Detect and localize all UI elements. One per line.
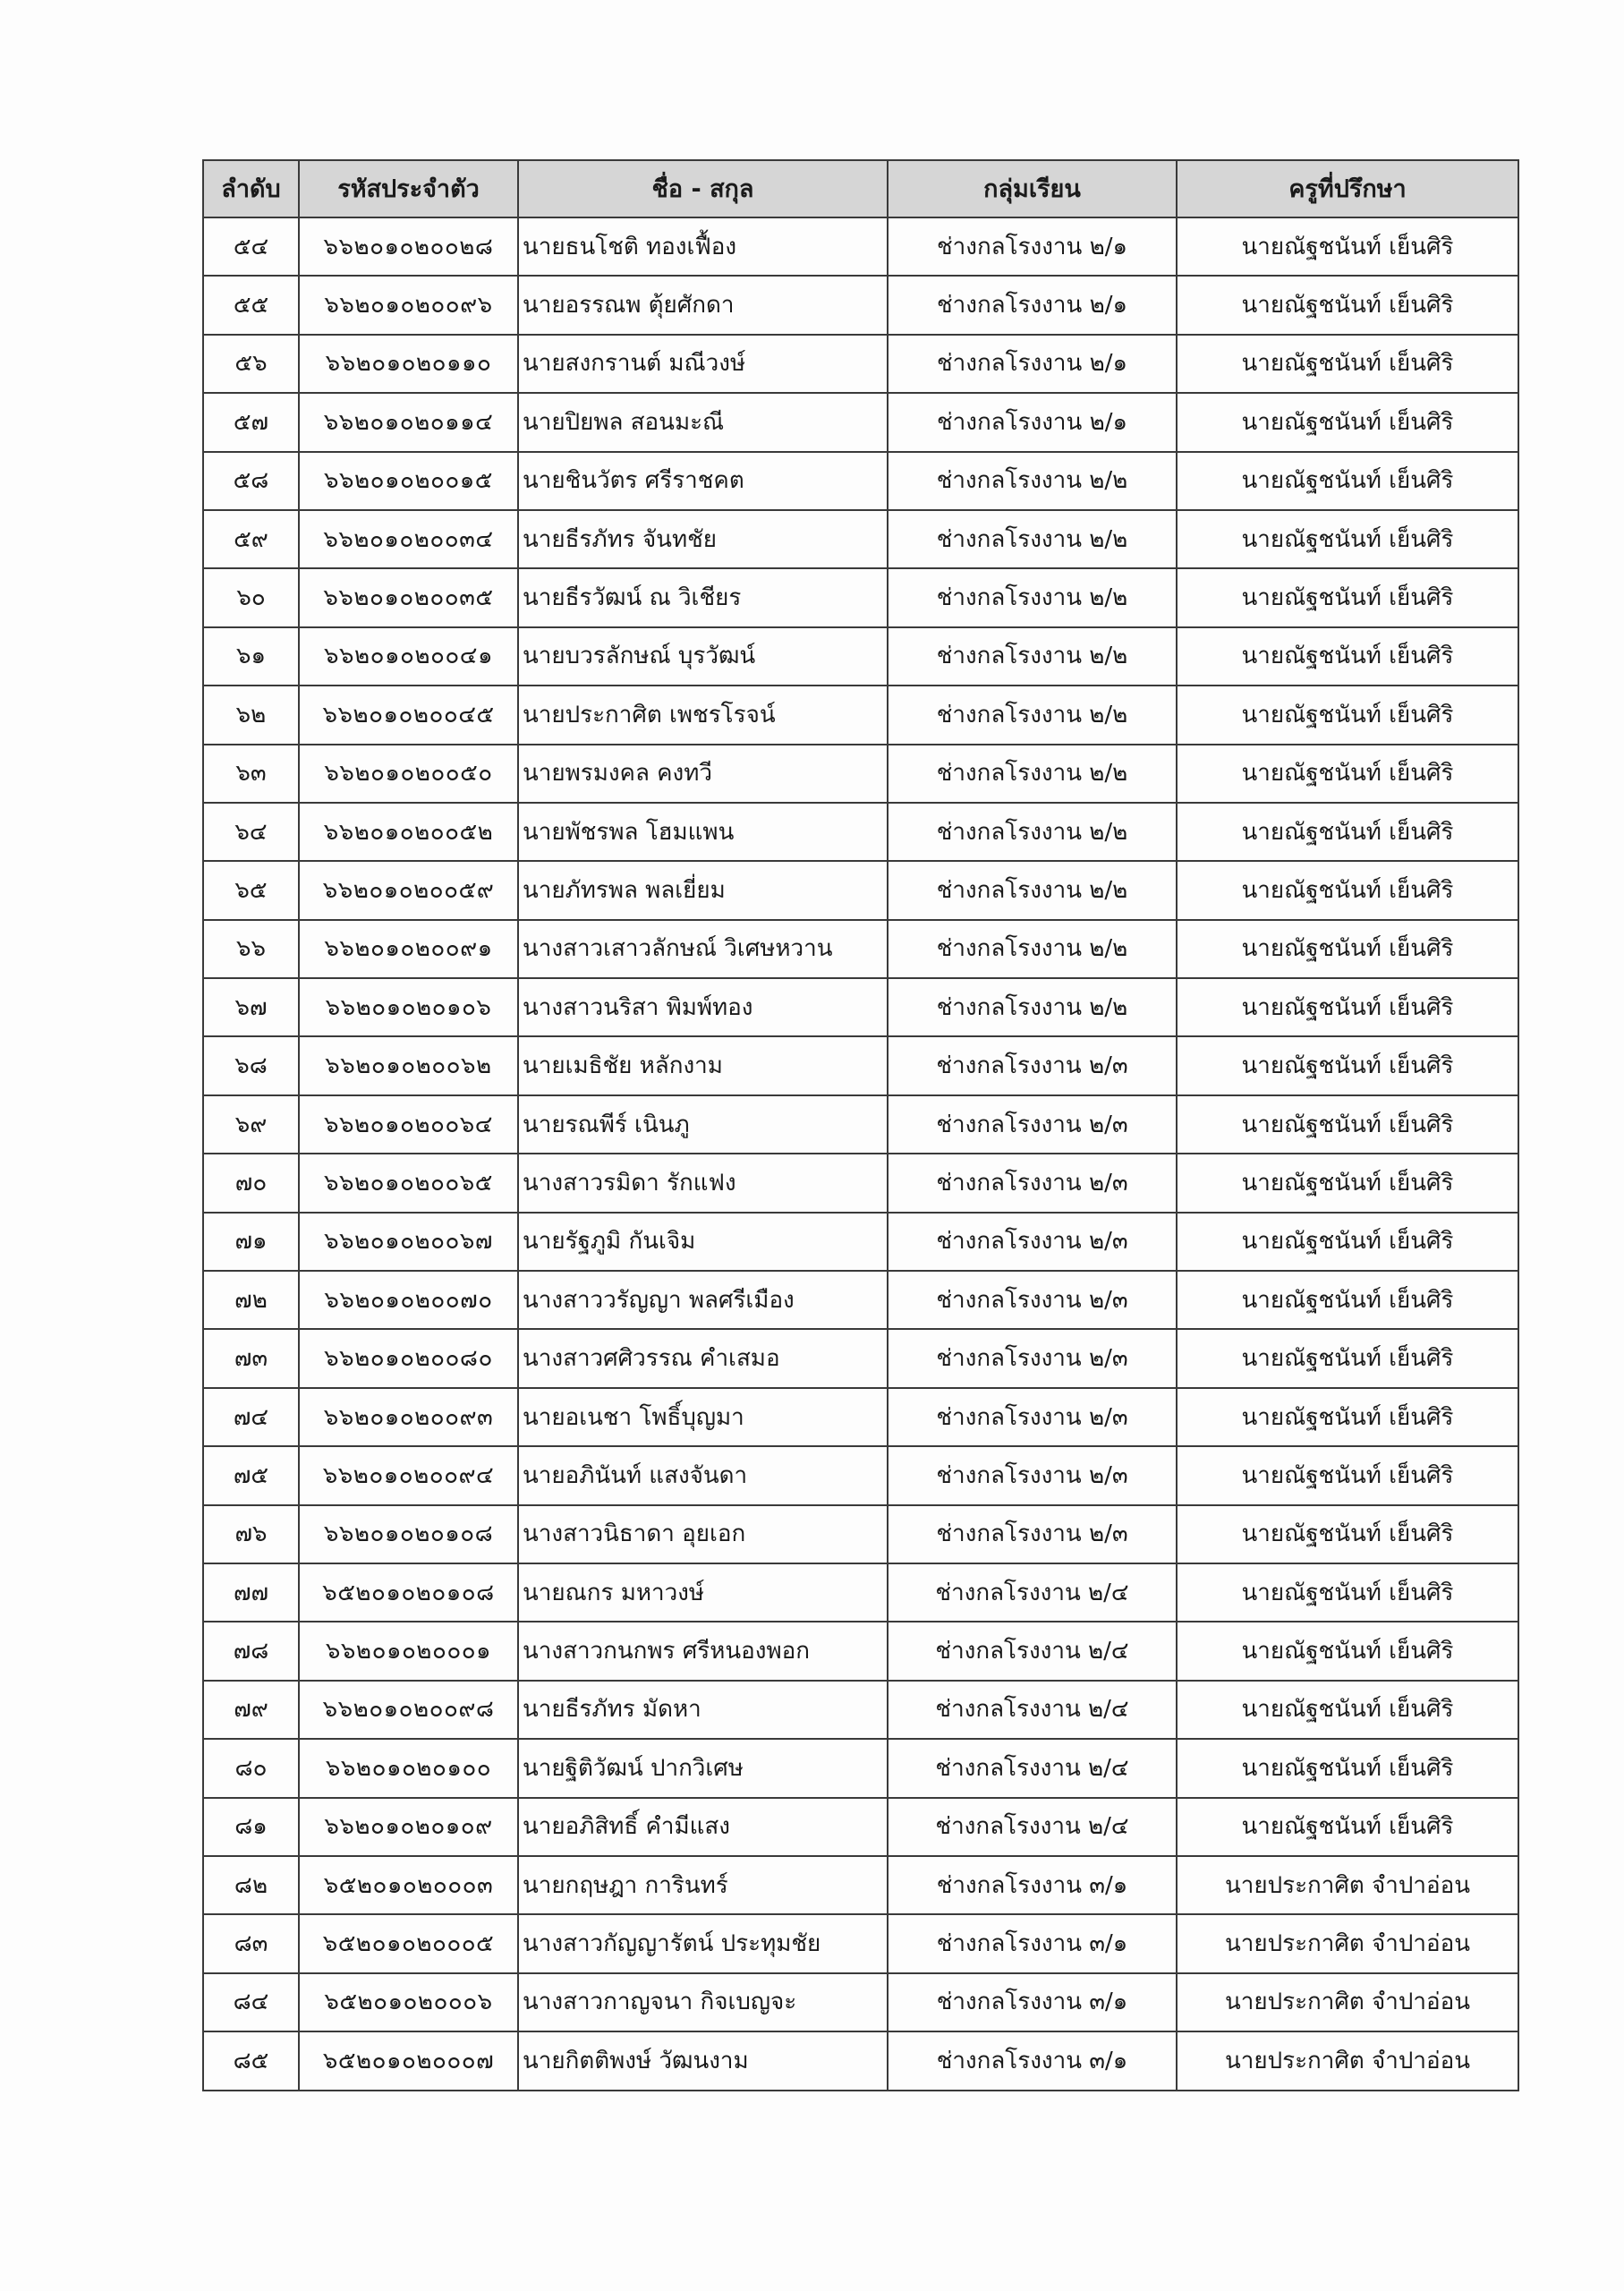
row-class-group-cell: ช่างกลโรงงาน ๒/๔ bbox=[888, 1622, 1177, 1680]
row-seq-cell: ๕๔ bbox=[203, 217, 299, 276]
row-class-group-cell: ช่างกลโรงงาน ๒/๒ bbox=[888, 568, 1177, 626]
row-full-name-cell: นายอภิสิทธิ์ คำมีแสง bbox=[518, 1798, 888, 1856]
row-advisor-cell: นายณัฐชนันท์ เย็นศิริ bbox=[1177, 978, 1518, 1036]
table-row bbox=[203, 803, 1518, 861]
table-row bbox=[203, 335, 1518, 393]
row-full-name-cell: นายอเนชา โพธิ์บุญมา bbox=[518, 1388, 888, 1446]
table-row bbox=[203, 1036, 1518, 1094]
row-class-group-cell: ช่างกลโรงงาน ๒/๔ bbox=[888, 1563, 1177, 1622]
row-student-id-cell: ๖๖๒๐๑๐๒๐๐๙๔ bbox=[299, 1446, 518, 1504]
table-header-row bbox=[203, 160, 1518, 217]
row-student-id-cell: ๖๖๒๐๑๐๒๐๐๕๙ bbox=[299, 861, 518, 919]
row-class-group-cell: ช่างกลโรงงาน ๒/๒ bbox=[888, 920, 1177, 978]
row-student-id-cell: ๖๖๒๐๑๐๒๐๐๘๐ bbox=[299, 1329, 518, 1387]
row-full-name-cell: นายประกาศิต เพชรโรจน์ bbox=[518, 686, 888, 744]
table-row bbox=[203, 1446, 1518, 1504]
row-full-name-cell: นายพัชรพล โฮมแพน bbox=[518, 803, 888, 861]
row-seq-cell: ๗๒ bbox=[203, 1271, 299, 1329]
row-advisor-cell: นายณัฐชนันท์ เย็นศิริ bbox=[1177, 1446, 1518, 1504]
row-seq-cell: ๗๓ bbox=[203, 1329, 299, 1387]
row-seq-cell: ๖๐ bbox=[203, 568, 299, 626]
table-row bbox=[203, 1798, 1518, 1856]
row-advisor-cell: นายณัฐชนันท์ เย็นศิริ bbox=[1177, 276, 1518, 334]
row-seq-cell: ๘๑ bbox=[203, 1798, 299, 1856]
header-full-name: ชื่อ - สกุล bbox=[518, 160, 888, 217]
table-row bbox=[203, 393, 1518, 451]
row-student-id-cell: ๖๖๒๐๑๐๒๐๐๖๕ bbox=[299, 1154, 518, 1212]
table-row bbox=[203, 2031, 1518, 2090]
row-advisor-cell: นายณัฐชนันท์ เย็นศิริ bbox=[1177, 745, 1518, 803]
row-advisor-cell: นายณัฐชนันท์ เย็นศิริ bbox=[1177, 1036, 1518, 1094]
row-advisor-cell: นายณัฐชนันท์ เย็นศิริ bbox=[1177, 686, 1518, 744]
row-seq-cell: ๕๗ bbox=[203, 393, 299, 451]
row-class-group-cell: ช่างกลโรงงาน ๒/๑ bbox=[888, 335, 1177, 393]
row-student-id-cell: ๖๖๒๐๑๐๒๐๐๑๕ bbox=[299, 452, 518, 510]
row-advisor-cell: นายณัฐชนันท์ เย็นศิริ bbox=[1177, 1505, 1518, 1563]
row-student-id-cell: ๖๖๒๐๑๐๒๐๐๖๗ bbox=[299, 1213, 518, 1271]
table-row bbox=[203, 978, 1518, 1036]
row-class-group-cell: ช่างกลโรงงาน ๓/๑ bbox=[888, 1914, 1177, 1972]
row-full-name-cell: นายพรมงคล คงทวี bbox=[518, 745, 888, 803]
row-advisor-cell: นายณัฐชนันท์ เย็นศิริ bbox=[1177, 217, 1518, 276]
row-class-group-cell: ช่างกลโรงงาน ๓/๑ bbox=[888, 2031, 1177, 2090]
row-class-group-cell: ช่างกลโรงงาน ๒/๒ bbox=[888, 452, 1177, 510]
row-advisor-cell: นายณัฐชนันท์ เย็นศิริ bbox=[1177, 393, 1518, 451]
row-full-name-cell: นายณกร มหาวงษ์ bbox=[518, 1563, 888, 1622]
row-seq-cell: ๗๙ bbox=[203, 1681, 299, 1739]
row-class-group-cell: ช่างกลโรงงาน ๒/๓ bbox=[888, 1271, 1177, 1329]
row-full-name-cell: นายกิตติพงษ์ วัฒนงาม bbox=[518, 2031, 888, 2090]
row-seq-cell: ๖๑ bbox=[203, 627, 299, 686]
row-full-name-cell: นางสาวศศิวรรณ คำเสมอ bbox=[518, 1329, 888, 1387]
row-seq-cell: ๕๕ bbox=[203, 276, 299, 334]
row-seq-cell: ๘๓ bbox=[203, 1914, 299, 1972]
row-class-group-cell: ช่างกลโรงงาน ๒/๔ bbox=[888, 1739, 1177, 1797]
row-student-id-cell: ๖๖๒๐๑๐๒๐๐๒๘ bbox=[299, 217, 518, 276]
row-full-name-cell: นายธีรภัทร มัดหา bbox=[518, 1681, 888, 1739]
row-seq-cell: ๖๔ bbox=[203, 803, 299, 861]
row-full-name-cell: นายปิยพล สอนมะณี bbox=[518, 393, 888, 451]
row-student-id-cell: ๖๖๒๐๑๐๒๐๑๐๙ bbox=[299, 1798, 518, 1856]
row-full-name-cell: นายบวรลักษณ์ บุรวัฒน์ bbox=[518, 627, 888, 686]
table-body bbox=[203, 217, 1518, 2091]
row-advisor-cell: นายณัฐชนันท์ เย็นศิริ bbox=[1177, 335, 1518, 393]
header-advisor: ครูที่ปรึกษา bbox=[1177, 160, 1518, 217]
row-full-name-cell: นายเมธิชัย หลักงาม bbox=[518, 1036, 888, 1094]
row-seq-cell: ๖๘ bbox=[203, 1036, 299, 1094]
row-class-group-cell: ช่างกลโรงงาน ๒/๓ bbox=[888, 1446, 1177, 1504]
row-seq-cell: ๖๒ bbox=[203, 686, 299, 744]
row-student-id-cell: ๖๖๒๐๑๐๒๐๑๐๘ bbox=[299, 1505, 518, 1563]
row-class-group-cell: ช่างกลโรงงาน ๒/๔ bbox=[888, 1681, 1177, 1739]
row-student-id-cell: ๖๖๒๐๑๐๒๐๐๐๑ bbox=[299, 1622, 518, 1680]
row-student-id-cell: ๖๖๒๐๑๐๒๐๐๗๐ bbox=[299, 1271, 518, 1329]
row-seq-cell: ๖๗ bbox=[203, 978, 299, 1036]
row-full-name-cell: นางสาวเสาวลักษณ์ วิเศษหวาน bbox=[518, 920, 888, 978]
table-row bbox=[203, 1329, 1518, 1387]
row-full-name-cell: นายธนโชติ ทองเฟื้อง bbox=[518, 217, 888, 276]
row-full-name-cell: นายอรรณพ ตุ้ยศักดา bbox=[518, 276, 888, 334]
row-class-group-cell: ช่างกลโรงงาน ๒/๓ bbox=[888, 1388, 1177, 1446]
row-class-group-cell: ช่างกลโรงงาน ๓/๑ bbox=[888, 1973, 1177, 2031]
row-full-name-cell: นางสาววรัญญา พลศรีเมือง bbox=[518, 1271, 888, 1329]
row-advisor-cell: นายประกาศิต จำปาอ่อน bbox=[1177, 1973, 1518, 2031]
row-student-id-cell: ๖๖๒๐๑๐๒๐๑๑๐ bbox=[299, 335, 518, 393]
row-advisor-cell: นายณัฐชนันท์ เย็นศิริ bbox=[1177, 1329, 1518, 1387]
row-class-group-cell: ช่างกลโรงงาน ๒/๒ bbox=[888, 803, 1177, 861]
row-class-group-cell: ช่างกลโรงงาน ๒/๒ bbox=[888, 627, 1177, 686]
row-seq-cell: ๖๙ bbox=[203, 1095, 299, 1154]
row-seq-cell: ๗๖ bbox=[203, 1505, 299, 1563]
row-seq-cell: ๘๔ bbox=[203, 1973, 299, 2031]
row-student-id-cell: ๖๖๒๐๑๐๒๐๐๕๐ bbox=[299, 745, 518, 803]
row-full-name-cell: นางสาวกาญจนา กิจเบญจะ bbox=[518, 1973, 888, 2031]
row-advisor-cell: นายณัฐชนันท์ เย็นศิริ bbox=[1177, 861, 1518, 919]
row-advisor-cell: นายณัฐชนันท์ เย็นศิริ bbox=[1177, 1213, 1518, 1271]
row-advisor-cell: นายประกาศิต จำปาอ่อน bbox=[1177, 1856, 1518, 1914]
row-advisor-cell: นายณัฐชนันท์ เย็นศิริ bbox=[1177, 1388, 1518, 1446]
row-class-group-cell: ช่างกลโรงงาน ๒/๒ bbox=[888, 745, 1177, 803]
row-advisor-cell: นายณัฐชนันท์ เย็นศิริ bbox=[1177, 1154, 1518, 1212]
table-row bbox=[203, 920, 1518, 978]
table-row bbox=[203, 1388, 1518, 1446]
row-class-group-cell: ช่างกลโรงงาน ๒/๔ bbox=[888, 1798, 1177, 1856]
row-seq-cell: ๘๕ bbox=[203, 2031, 299, 2090]
row-advisor-cell: นายณัฐชนันท์ เย็นศิริ bbox=[1177, 568, 1518, 626]
table-row bbox=[203, 1095, 1518, 1154]
row-student-id-cell: ๖๖๒๐๑๐๒๐๐๔๑ bbox=[299, 627, 518, 686]
table-row bbox=[203, 1973, 1518, 2031]
table-row bbox=[203, 1739, 1518, 1797]
row-full-name-cell: นางสาวกัญญารัตน์ ประทุมชัย bbox=[518, 1914, 888, 1972]
row-full-name-cell: นายธีรภัทร จันทชัย bbox=[518, 510, 888, 568]
row-student-id-cell: ๖๖๒๐๑๐๒๐๐๖๔ bbox=[299, 1095, 518, 1154]
row-full-name-cell: นายภัทรพล พลเยี่ยม bbox=[518, 861, 888, 919]
row-student-id-cell: ๖๕๒๐๑๐๒๐๑๐๘ bbox=[299, 1563, 518, 1622]
table-row bbox=[203, 1505, 1518, 1563]
row-full-name-cell: นายรณพีร์ เนินภู bbox=[518, 1095, 888, 1154]
row-class-group-cell: ช่างกลโรงงาน ๒/๓ bbox=[888, 1505, 1177, 1563]
table-row bbox=[203, 1681, 1518, 1739]
row-full-name-cell: นายกฤษฎา การินทร์ bbox=[518, 1856, 888, 1914]
table-row bbox=[203, 745, 1518, 803]
row-advisor-cell: นายณัฐชนันท์ เย็นศิริ bbox=[1177, 1739, 1518, 1797]
row-student-id-cell: ๖๖๒๐๑๐๒๐๐๙๑ bbox=[299, 920, 518, 978]
table-row bbox=[203, 686, 1518, 744]
header-student-id: รหัสประจำตัว bbox=[299, 160, 518, 217]
row-class-group-cell: ช่างกลโรงงาน ๒/๑ bbox=[888, 393, 1177, 451]
row-class-group-cell: ช่างกลโรงงาน ๒/๒ bbox=[888, 686, 1177, 744]
table-row bbox=[203, 1622, 1518, 1680]
student-roster-table bbox=[202, 159, 1519, 2091]
row-class-group-cell: ช่างกลโรงงาน ๒/๒ bbox=[888, 510, 1177, 568]
row-advisor-cell: นายณัฐชนันท์ เย็นศิริ bbox=[1177, 920, 1518, 978]
row-class-group-cell: ช่างกลโรงงาน ๒/๑ bbox=[888, 217, 1177, 276]
row-student-id-cell: ๖๖๒๐๑๐๒๐๐๓๔ bbox=[299, 510, 518, 568]
row-full-name-cell: นายอภินันท์ แสงจันดา bbox=[518, 1446, 888, 1504]
row-advisor-cell: นายณัฐชนันท์ เย็นศิริ bbox=[1177, 803, 1518, 861]
row-full-name-cell: นางสาวนริสา พิมพ์ทอง bbox=[518, 978, 888, 1036]
table-row bbox=[203, 276, 1518, 334]
row-seq-cell: ๖๓ bbox=[203, 745, 299, 803]
table-row bbox=[203, 1856, 1518, 1914]
table-row bbox=[203, 452, 1518, 510]
table-row bbox=[203, 510, 1518, 568]
row-advisor-cell: นายณัฐชนันท์ เย็นศิริ bbox=[1177, 1681, 1518, 1739]
row-seq-cell: ๕๙ bbox=[203, 510, 299, 568]
row-student-id-cell: ๖๖๒๐๑๐๒๐๐๕๒ bbox=[299, 803, 518, 861]
row-seq-cell: ๗๘ bbox=[203, 1622, 299, 1680]
row-student-id-cell: ๖๕๒๐๑๐๒๐๐๐๖ bbox=[299, 1973, 518, 2031]
row-seq-cell: ๗๑ bbox=[203, 1213, 299, 1271]
row-class-group-cell: ช่างกลโรงงาน ๓/๑ bbox=[888, 1856, 1177, 1914]
row-seq-cell: ๗๐ bbox=[203, 1154, 299, 1212]
row-advisor-cell: นายณัฐชนันท์ เย็นศิริ bbox=[1177, 1095, 1518, 1154]
table-row bbox=[203, 1271, 1518, 1329]
row-advisor-cell: นายณัฐชนันท์ เย็นศิริ bbox=[1177, 627, 1518, 686]
row-full-name-cell: นางสาวกนกพร ศรีหนองพอก bbox=[518, 1622, 888, 1680]
row-advisor-cell: นายประกาศิต จำปาอ่อน bbox=[1177, 1914, 1518, 1972]
row-seq-cell: ๗๗ bbox=[203, 1563, 299, 1622]
table-row bbox=[203, 1154, 1518, 1212]
row-student-id-cell: ๖๕๒๐๑๐๒๐๐๐๕ bbox=[299, 1914, 518, 1972]
row-seq-cell: ๕๘ bbox=[203, 452, 299, 510]
row-seq-cell: ๘๒ bbox=[203, 1856, 299, 1914]
row-seq-cell: ๘๐ bbox=[203, 1739, 299, 1797]
table-row bbox=[203, 568, 1518, 626]
row-student-id-cell: ๖๖๒๐๑๐๒๐๑๑๔ bbox=[299, 393, 518, 451]
row-class-group-cell: ช่างกลโรงงาน ๒/๑ bbox=[888, 276, 1177, 334]
row-student-id-cell: ๖๕๒๐๑๐๒๐๐๐๗ bbox=[299, 2031, 518, 2090]
table-row bbox=[203, 627, 1518, 686]
row-advisor-cell: นายณัฐชนันท์ เย็นศิริ bbox=[1177, 1622, 1518, 1680]
row-student-id-cell: ๖๖๒๐๑๐๒๐๐๓๕ bbox=[299, 568, 518, 626]
table-row bbox=[203, 861, 1518, 919]
table-row bbox=[203, 1563, 1518, 1622]
row-seq-cell: ๗๕ bbox=[203, 1446, 299, 1504]
row-seq-cell: ๗๔ bbox=[203, 1388, 299, 1446]
row-advisor-cell: นายณัฐชนันท์ เย็นศิริ bbox=[1177, 1798, 1518, 1856]
row-student-id-cell: ๖๖๒๐๑๐๒๐๐๙๘ bbox=[299, 1681, 518, 1739]
row-advisor-cell: นายณัฐชนันท์ เย็นศิริ bbox=[1177, 1563, 1518, 1622]
row-seq-cell: ๖๕ bbox=[203, 861, 299, 919]
row-full-name-cell: นางสาวรมิดา รักแฟง bbox=[518, 1154, 888, 1212]
row-class-group-cell: ช่างกลโรงงาน ๒/๒ bbox=[888, 861, 1177, 919]
row-advisor-cell: นายประกาศิต จำปาอ่อน bbox=[1177, 2031, 1518, 2090]
row-full-name-cell: นายฐิติวัฒน์ ปากวิเศษ bbox=[518, 1739, 888, 1797]
row-advisor-cell: นายณัฐชนันท์ เย็นศิริ bbox=[1177, 1271, 1518, 1329]
header-class-group: กลุ่มเรียน bbox=[888, 160, 1177, 217]
row-seq-cell: ๖๖ bbox=[203, 920, 299, 978]
row-student-id-cell: ๖๖๒๐๑๐๒๐๐๙๖ bbox=[299, 276, 518, 334]
row-class-group-cell: ช่างกลโรงงาน ๒/๓ bbox=[888, 1036, 1177, 1094]
table-row bbox=[203, 1213, 1518, 1271]
row-full-name-cell: นายสงกรานต์ มณีวงษ์ bbox=[518, 335, 888, 393]
row-class-group-cell: ช่างกลโรงงาน ๒/๓ bbox=[888, 1095, 1177, 1154]
row-student-id-cell: ๖๖๒๐๑๐๒๐๐๖๒ bbox=[299, 1036, 518, 1094]
row-student-id-cell: ๖๖๒๐๑๐๒๐๑๐๐ bbox=[299, 1739, 518, 1797]
row-seq-cell: ๕๖ bbox=[203, 335, 299, 393]
row-advisor-cell: นายณัฐชนันท์ เย็นศิริ bbox=[1177, 452, 1518, 510]
row-student-id-cell: ๖๖๒๐๑๐๒๐๐๔๕ bbox=[299, 686, 518, 744]
table-row bbox=[203, 217, 1518, 276]
row-class-group-cell: ช่างกลโรงงาน ๒/๓ bbox=[888, 1329, 1177, 1387]
table-row bbox=[203, 1914, 1518, 1972]
row-class-group-cell: ช่างกลโรงงาน ๒/๒ bbox=[888, 978, 1177, 1036]
row-student-id-cell: ๖๕๒๐๑๐๒๐๐๐๓ bbox=[299, 1856, 518, 1914]
header-seq: ลำดับ bbox=[203, 160, 299, 217]
row-full-name-cell: นางสาวนิธาดา อุยเอก bbox=[518, 1505, 888, 1563]
row-class-group-cell: ช่างกลโรงงาน ๒/๓ bbox=[888, 1154, 1177, 1212]
row-advisor-cell: นายณัฐชนันท์ เย็นศิริ bbox=[1177, 510, 1518, 568]
row-full-name-cell: นายธีรวัฒน์ ณ วิเชียร bbox=[518, 568, 888, 626]
row-full-name-cell: นายรัฐภูมิ กันเจิม bbox=[518, 1213, 888, 1271]
row-class-group-cell: ช่างกลโรงงาน ๒/๓ bbox=[888, 1213, 1177, 1271]
row-student-id-cell: ๖๖๒๐๑๐๒๐๑๐๖ bbox=[299, 978, 518, 1036]
row-student-id-cell: ๖๖๒๐๑๐๒๐๐๙๓ bbox=[299, 1388, 518, 1446]
row-full-name-cell: นายชินวัตร ศรีราชคต bbox=[518, 452, 888, 510]
